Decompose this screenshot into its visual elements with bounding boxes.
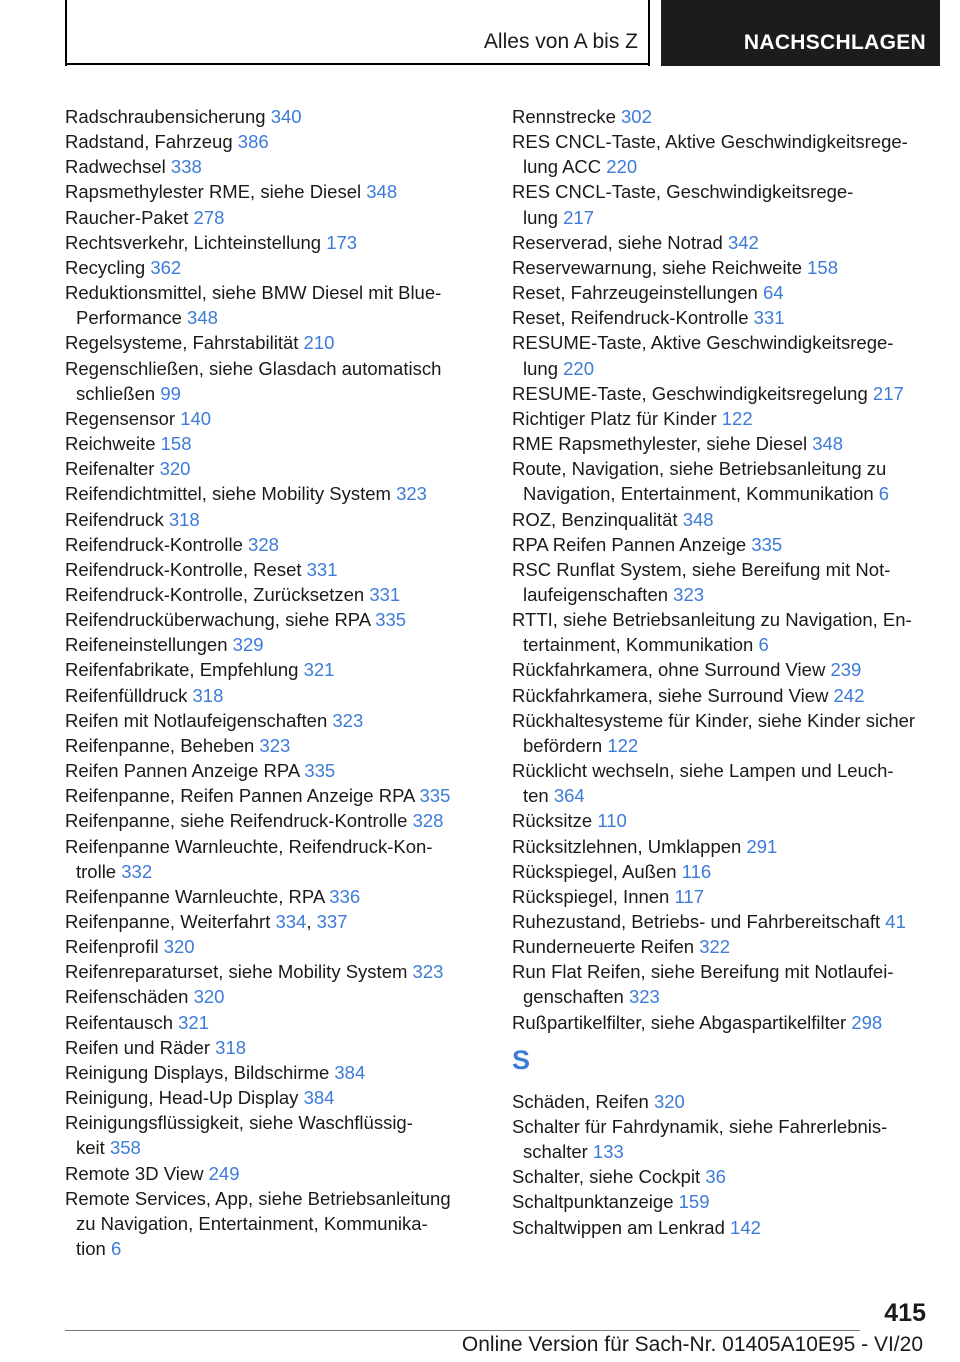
index-entry: [65, 356, 495, 406]
index-entry: [65, 255, 495, 280]
index-entry: [512, 104, 932, 129]
page-reference-link[interactable]: 140: [180, 407, 212, 429]
index-entry: [65, 683, 495, 708]
index-entry: [65, 1035, 495, 1060]
page-reference-link[interactable]: 320: [163, 936, 195, 958]
index-entry: [65, 456, 495, 481]
page-reference-link[interactable]: 318: [215, 1036, 247, 1058]
page-reference-link[interactable]: 332: [121, 860, 153, 882]
entry-text: Reifenpanne, siehe Reifendruck-Kontrolle: [65, 810, 413, 832]
page-reference-link[interactable]: 342: [727, 231, 759, 253]
entry-text: Reset, Reifendruck-Kontrolle: [512, 307, 754, 329]
page-reference-link[interactable]: 323: [396, 483, 427, 505]
index-entry: [512, 607, 932, 657]
page-reference-link[interactable]: 302: [621, 106, 652, 127]
entry-text-continuation: ten: [523, 785, 554, 807]
index-entry: [512, 1164, 932, 1189]
page-reference-link[interactable]: 335: [375, 609, 407, 631]
page-reference-link[interactable]: 348: [187, 307, 218, 329]
entry-text: Rückspiegel, Außen: [512, 860, 682, 882]
entry-text: ROZ, Benzinqualität: [512, 508, 683, 530]
entry-text: Reifenschäden: [65, 986, 194, 1008]
entry-text: Reinigung Displays, Bildschirme: [65, 1061, 335, 1083]
index-entry: [65, 507, 495, 532]
index-entry: [65, 1085, 495, 1110]
index-entry: [65, 984, 495, 1009]
page-reference-link[interactable]: 328: [412, 810, 444, 832]
entry-text: Reifendruck-Kontrolle, Reset: [65, 558, 307, 580]
index-entry: [512, 657, 932, 682]
index-entry: [65, 783, 495, 808]
index-entry: [512, 1189, 932, 1214]
page-reference-link[interactable]: 348: [812, 433, 844, 455]
entry-text-continuation: tertainment, Kommunikation: [523, 634, 759, 656]
index-entry: [65, 330, 495, 355]
entry-text: Schaltwippen am Lenkrad: [512, 1216, 731, 1238]
page-reference-link[interactable]: 41: [885, 911, 906, 932]
entry-text: Reifendichtmittel, siehe Mobility System: [65, 483, 397, 505]
index-entry: [65, 708, 495, 733]
entry-text: Rennstrecke: [512, 106, 621, 127]
page-reference-link[interactable]: 322: [699, 936, 731, 958]
page-reference-link[interactable]: 6: [878, 483, 890, 505]
entry-text-continuation: schließen: [76, 382, 161, 404]
index-entry: [512, 557, 932, 607]
entry-text: Reifenpanne Warnleuchte, Reifendruck-Kon-: [65, 835, 433, 857]
index-entry: [65, 657, 495, 682]
page-reference-link[interactable]: 298: [851, 1011, 883, 1033]
page-reference-link[interactable]: 321: [178, 1011, 209, 1033]
entry-text: Reifenprofil: [65, 936, 164, 958]
entry-text: Ruhezustand, Betriebs- und Fahrbereitschaft: [512, 911, 886, 932]
entry-text: RESUME-Taste, Geschwindigkeitsregelung: [512, 382, 873, 404]
entry-text: Reifeneinstellungen: [65, 634, 233, 656]
index-entry: [512, 909, 932, 934]
index-entry: [512, 456, 932, 506]
entry-text-continuation: zu Navigation, Entertainment, Kommunika-: [76, 1212, 428, 1234]
page-reference-link[interactable]: 331: [369, 583, 401, 605]
index-entry: [512, 859, 932, 884]
index-entry: [65, 532, 495, 557]
index-entry: [65, 1161, 495, 1186]
entry-text: Rücksitzlehnen, Umklappen: [512, 835, 747, 857]
index-entry: [65, 481, 495, 506]
page-reference-link[interactable]: 320: [159, 458, 191, 480]
entry-text: Reinigung, Head-Up Display: [65, 1087, 304, 1109]
index-entry: [65, 607, 495, 632]
page-reference-link[interactable]: 348: [682, 508, 714, 530]
entry-text: Rücksitze: [512, 810, 598, 832]
entry-text-continuation: tion: [76, 1238, 111, 1260]
index-column-left: [65, 104, 495, 1261]
entry-text: Rückspiegel, Innen: [512, 885, 675, 907]
index-letter-heading: S: [512, 1044, 531, 1075]
index-entry: [512, 330, 932, 380]
entry-text: Regenschließen, siehe Glasdach automatisch: [65, 357, 442, 379]
index-entry: [65, 733, 495, 758]
page-reference-link[interactable]: 335: [304, 760, 336, 782]
entry-text: Reifenalter: [65, 458, 160, 480]
entry-text: Recycling: [65, 256, 151, 278]
page-reference-link[interactable]: 335: [751, 533, 783, 555]
footer-divider: [65, 1330, 860, 1331]
page-reference-link[interactable]: 331: [306, 558, 338, 580]
page-reference-link[interactable]: 117: [674, 885, 704, 907]
index-entry: [512, 808, 932, 833]
page-reference-link[interactable]: 348: [366, 181, 398, 203]
page-reference-link[interactable]: 173: [326, 231, 358, 253]
page-reference-link[interactable]: 328: [248, 533, 279, 555]
entry-text: Rückfahrkamera, siehe Surround View: [512, 684, 834, 706]
entry-text: Reifenpanne, Weiterfahrt: [65, 911, 276, 932]
entry-text: Richtiger Platz für Kinder: [512, 407, 722, 429]
entry-text-continuation: lung: [523, 206, 564, 228]
entry-text: Reduktionsmittel, siehe BMW Diesel mit Blue-: [65, 282, 442, 304]
entry-text: Radschraubensicherung: [65, 106, 271, 127]
index-entry: [512, 255, 932, 280]
index-entry: [512, 129, 932, 179]
index-entry: [512, 1089, 932, 1114]
index-entry: [65, 104, 495, 129]
index-entry: [512, 1114, 932, 1164]
page-reference-link[interactable]: 142: [730, 1216, 761, 1238]
page-reference-link[interactable]: 329: [232, 634, 264, 656]
entry-text: RPA Reifen Pannen Anzeige: [512, 533, 752, 555]
index-entry: [65, 632, 495, 657]
entry-text-continuation: lung: [523, 357, 564, 379]
entry-text: Reifendruck-Kontrolle: [65, 533, 249, 555]
page-reference-link[interactable]: 318: [192, 684, 224, 706]
entry-text: Reifen und Räder: [65, 1036, 216, 1058]
entry-text: Route, Navigation, siehe Betriebsanleitung zu: [512, 458, 887, 480]
index-entry: [512, 959, 932, 1009]
entry-text: Rechtsverkehr, Lichteinstellung: [65, 231, 327, 253]
header-divider-mid: [648, 0, 650, 66]
page-reference-link[interactable]: 220: [563, 357, 594, 379]
page-reference-link[interactable]: 116: [681, 860, 712, 882]
entry-text: Reifen mit Notlaufeigenschaften: [65, 709, 333, 731]
index-entry: [512, 406, 932, 431]
page-reference-link[interactable]: 210: [303, 332, 335, 354]
page-reference-link[interactable]: 99: [160, 382, 181, 404]
entry-text: RME Rapsmethylester, siehe Diesel: [512, 433, 813, 455]
entry-text: RESUME-Taste, Aktive Geschwindigkeitsrege-: [512, 332, 894, 354]
page-reference-link[interactable]: 158: [160, 433, 192, 455]
index-entry: Reifenpanne, Weiterfahrt 334, 337: [65, 911, 348, 932]
page-reference-link[interactable]: 217: [563, 206, 594, 228]
index-entry: [65, 758, 495, 783]
entry-text: Reifenfabrikate, Empfehlung: [65, 659, 304, 681]
entry-text: Rapsmethylester RME, siehe Diesel: [65, 181, 367, 203]
entry-text: Rußpartikelfilter, siehe Abgaspartikelfilter: [512, 1011, 852, 1033]
page-reference-link[interactable]: 386: [237, 131, 269, 153]
entry-text: Reifen Pannen Anzeige RPA: [65, 760, 305, 782]
page-reference-link[interactable]: 340: [270, 106, 302, 127]
entry-text: Reichweite: [65, 433, 161, 455]
entry-text-continuation: lung ACC: [523, 156, 607, 178]
page-reference-link[interactable]: 334: [275, 911, 307, 932]
page-reference-link[interactable]: 362: [150, 256, 182, 278]
chapter-title: NACHSCHLAGEN: [743, 31, 926, 54]
page-reference-link[interactable]: 364: [553, 785, 585, 807]
page-reference-link[interactable]: 321: [303, 659, 335, 681]
page-reference-link[interactable]: 217: [872, 382, 904, 404]
chapter-tab[interactable]: [661, 0, 940, 66]
index-entry: [512, 179, 932, 229]
index-entry: [65, 431, 495, 456]
page-reference-link[interactable]: 335: [419, 785, 451, 807]
entry-text: Raucher-Paket: [65, 206, 194, 228]
page-reference-link[interactable]: 110: [597, 810, 627, 832]
index-entry: [65, 129, 495, 154]
index-entry: [65, 1060, 495, 1085]
entry-text: Reinigungsflüssigkeit, siehe Waschflüssig-: [65, 1112, 413, 1134]
index-entry: [65, 884, 495, 909]
entry-text: Reifenpanne Warnleuchte, RPA: [65, 885, 330, 907]
index-entry: [512, 381, 932, 406]
index-entry: [65, 808, 495, 833]
index-entry: [65, 280, 495, 330]
entry-text: Reserverad, siehe Notrad: [512, 231, 728, 253]
index-entry: [512, 708, 932, 758]
page-reference-link[interactable]: 337: [316, 911, 348, 932]
header-divider-left: [65, 0, 67, 66]
index-entry: [512, 1010, 932, 1035]
entry-text: Schalter, siehe Cockpit: [512, 1166, 706, 1188]
index-entry: [512, 934, 932, 959]
entry-text-continuation: Navigation, Entertainment, Kommunikation: [523, 483, 879, 505]
index-entry: [512, 507, 932, 532]
entry-text: Rücklicht wechseln, siehe Lampen und Leuch-: [512, 760, 894, 782]
page-reference-link[interactable]: 122: [607, 734, 639, 756]
entry-text: Radwechsel: [65, 156, 171, 178]
entry-text-continuation: trolle: [76, 860, 122, 882]
index-entry: [65, 557, 495, 582]
entry-text: RES CNCL-Taste, Geschwindigkeitsrege-: [512, 181, 854, 203]
index-entry: [65, 934, 495, 959]
page-reference-link[interactable]: 249: [208, 1162, 240, 1184]
header-divider-bottom: [65, 63, 650, 65]
page-reference-link[interactable]: 318: [168, 508, 200, 530]
entry-text: Reifentausch: [65, 1011, 179, 1033]
page-reference-link[interactable]: 239: [830, 659, 862, 681]
index-entry: [512, 230, 932, 255]
page-reference-link[interactable]: 220: [606, 156, 638, 178]
entry-text: Regensensor: [65, 407, 181, 429]
index-entry: [512, 683, 932, 708]
index-entry: [512, 834, 932, 859]
entry-text: RSC Runflat System, siehe Bereifung mit Not-: [512, 558, 891, 580]
entry-text: Reifendrucküberwachung, siehe RPA: [65, 609, 376, 631]
page-reference-link[interactable]: 320: [193, 986, 225, 1008]
page-reference-link[interactable]: 133: [592, 1141, 624, 1163]
entry-text: Runderneuerte Reifen: [512, 936, 700, 958]
entry-text: RTTI, siehe Betriebsanleitung zu Navigation, En-: [512, 609, 912, 631]
entry-text: Reset, Fahrzeugeinstellungen: [512, 282, 763, 304]
page-reference-link[interactable]: 323: [332, 709, 364, 731]
index-entry: [512, 280, 932, 305]
page-reference-link[interactable]: 323: [412, 961, 444, 983]
edition-text: Online Version für Sach-Nr. 01405A10E95 - VI/20: [461, 1333, 923, 1356]
page-reference-link[interactable]: 291: [746, 835, 778, 857]
entry-text: Reifenpanne, Reifen Pannen Anzeige RPA: [65, 785, 420, 807]
page-reference-link[interactable]: 323: [673, 583, 705, 605]
entry-text: Regelsysteme, Fahrstabilität: [65, 332, 304, 354]
entry-text: Remote 3D View: [65, 1162, 209, 1184]
index-entry: [65, 154, 495, 179]
entry-text: Remote Services, App, siehe Betriebsanleitung: [65, 1187, 451, 1209]
page-reference-link[interactable]: 358: [109, 1137, 141, 1159]
index-entry: [65, 179, 495, 204]
index-entry: [65, 1110, 495, 1160]
page-reference-link[interactable]: 6: [758, 634, 769, 656]
index-entry: [512, 758, 932, 808]
index-entry: [65, 230, 495, 255]
index-entry: [65, 959, 495, 984]
index-entry: [65, 205, 495, 230]
page-reference-link[interactable]: 159: [678, 1191, 710, 1213]
index-entry: [65, 406, 495, 431]
index-entry: [65, 1010, 495, 1035]
entry-text-continuation: schalter: [523, 1141, 593, 1163]
entry-text: Schalter für Fahrdynamik, siehe Fahrerlebnis-: [512, 1115, 888, 1137]
entry-text: Schaltpunktanzeige: [512, 1191, 679, 1213]
page-reference-link[interactable]: 320: [653, 1090, 685, 1112]
page-reference-link[interactable]: 6: [110, 1238, 122, 1260]
page-header: [0, 0, 960, 66]
entry-text: Reifenreparaturset, siehe Mobility System: [65, 961, 413, 983]
page-reference-link[interactable]: 384: [303, 1087, 335, 1109]
section-title: Alles von A bis Z: [483, 30, 638, 53]
page-number: 415: [884, 1299, 926, 1327]
entry-text: Reifenpanne, Beheben: [65, 734, 260, 756]
entry-text: Rückhaltesysteme für Kinder, siehe Kinder sicher: [512, 709, 916, 731]
page-reference-link[interactable]: 331: [753, 307, 785, 329]
entry-text-continuation: keit: [76, 1137, 110, 1159]
entry-text: Run Flat Reifen, siehe Bereifung mit Notlaufei-: [512, 961, 894, 983]
page-reference-link[interactable]: 338: [170, 156, 202, 178]
page-reference-link[interactable]: 64: [762, 282, 784, 304]
index-entry: [512, 884, 932, 909]
entry-text-continuation: befördern: [523, 734, 608, 756]
entry-text: Reifendruck-Kontrolle, Zurücksetzen: [65, 583, 370, 605]
page-reference-link[interactable]: 158: [807, 256, 838, 278]
page-reference-link[interactable]: 323: [628, 986, 660, 1008]
page-reference-link[interactable]: 242: [833, 684, 865, 706]
entry-text: Rückfahrkamera, ohne Surround View: [512, 659, 831, 681]
index-entry: [65, 582, 495, 607]
entry-text: Schäden, Reifen: [512, 1090, 654, 1112]
page-reference-link[interactable]: 336: [329, 885, 361, 907]
entry-text: RES CNCL-Taste, Aktive Geschwindigkeitsrege-: [512, 131, 908, 153]
page-reference-link[interactable]: 384: [334, 1061, 366, 1083]
index-entry: [65, 834, 495, 884]
index-entry: [512, 532, 932, 557]
index-entry: [512, 431, 932, 456]
entry-text-continuation: laufeigenschaften: [523, 583, 674, 605]
entry-text: Reifenfülldruck: [65, 684, 193, 706]
page-reference-link[interactable]: 122: [721, 407, 753, 429]
index-column-right: [512, 104, 932, 1240]
index-entry: [512, 305, 932, 330]
page-reference-link[interactable]: 323: [259, 734, 291, 756]
page-reference-link[interactable]: 278: [193, 206, 225, 228]
entry-text-continuation: genschaften: [523, 986, 629, 1008]
entry-text: Reservewarnung, siehe Reichweite: [512, 256, 808, 278]
page-reference-link[interactable]: 36: [705, 1166, 726, 1188]
entry-text: Radstand, Fahrzeug: [65, 131, 238, 153]
index-entry: [512, 1215, 932, 1240]
index-entry: [65, 1186, 495, 1261]
entry-text-continuation: Performance: [76, 307, 188, 329]
entry-text: Reifendruck: [65, 508, 169, 530]
